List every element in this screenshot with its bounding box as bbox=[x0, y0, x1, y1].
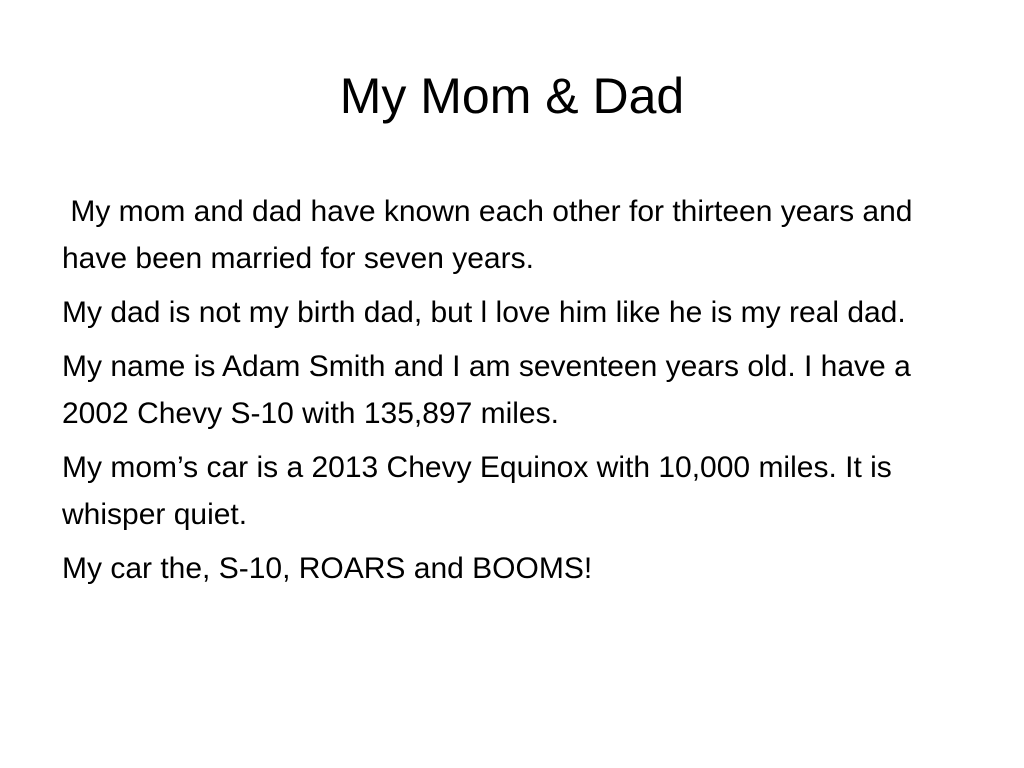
slide-title: My Mom & Dad bbox=[339, 68, 685, 124]
paragraph-2: My dad is not my birth dad, but l love him like he is my real dad. bbox=[62, 296, 906, 329]
paragraph-1: My mom and dad have known each other for thirteen years and have been married for seven years. bbox=[62, 195, 921, 275]
paragraph-3: My name is Adam Smith and I am seventeen years old. I have a 2002 Chevy S-10 with 135,897 miles. bbox=[62, 350, 920, 430]
paragraph-5: My car the, S-10, ROARS and BOOMS! bbox=[62, 552, 593, 585]
paragraph-4: My mom’s car is a 2013 Chevy Equinox with 10,000 miles. It is whisper quiet. bbox=[62, 451, 901, 531]
slide-body bbox=[62, 188, 982, 599]
